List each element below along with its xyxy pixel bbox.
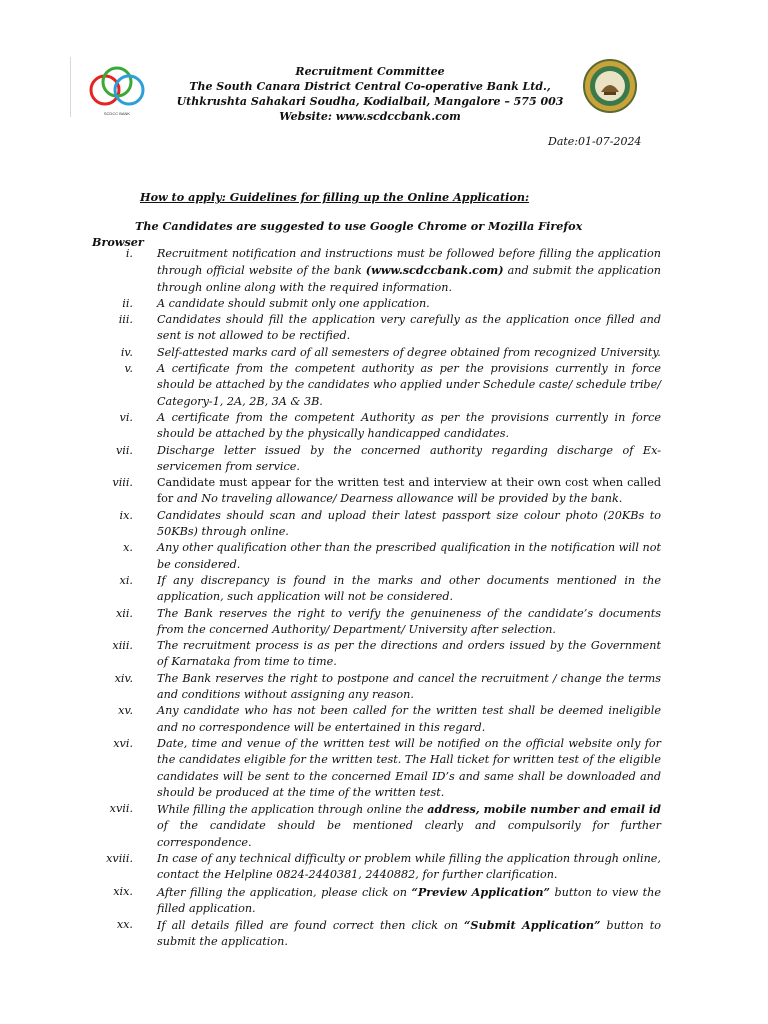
letterhead-text	[160, 64, 580, 124]
list-item-number: xviii.	[106, 851, 133, 865]
bank-emblem-icon	[582, 58, 638, 114]
list-item-number: iv.	[120, 345, 133, 359]
list-item-text	[157, 638, 661, 671]
list-item-text	[157, 703, 661, 736]
list-item-text-part: The Bank reserves the right to postpone and cancel the recruitment / change the terms and conditions without assigning any reason.	[157, 671, 661, 702]
committee-name: Recruitment Committee	[295, 65, 445, 78]
list-item-text	[157, 736, 661, 801]
letterhead-divider	[70, 57, 71, 117]
list-item-number: v.	[124, 362, 133, 376]
list-item	[0, 736, 768, 801]
list-item-text	[157, 917, 661, 951]
list-item-text	[157, 361, 661, 410]
list-item-text	[157, 540, 661, 573]
list-item	[0, 703, 768, 736]
list-item-text-part: If any discrepancy is found in the marks and other documents mentioned in the application, such application will not be considered.	[157, 573, 661, 604]
list-item	[0, 606, 768, 639]
bank-address: Uthkrushta Sahakari Soudha, Kodialbail, Mangalore – 575 003	[176, 95, 564, 108]
list-item-text	[157, 443, 661, 476]
list-item-text	[157, 606, 661, 639]
list-item-text-part: and No traveling allowance/ Dearness allowance will be provided by the bank.	[176, 492, 623, 506]
list-item-emphasis: (www.scdccbank.com)	[365, 263, 504, 278]
suggestion-line-2: Browser	[92, 235, 144, 249]
list-item-emphasis: address, mobile number and email id	[427, 802, 661, 817]
guidelines-list	[0, 246, 768, 951]
suggestion-line-1: The Candidates are suggested to use Google Chrome or Mozilla Firefox	[135, 219, 583, 233]
list-item	[0, 638, 768, 671]
list-item-text-part: button to view the filled application.	[157, 885, 661, 915]
list-item-text-part: A certificate from the competent authority as per the provisions currently in force should be attached by the candidates who applied under Schedule caste/ schedule tribe/ Category-1, 2A, 2B, 3A & 3B.	[157, 362, 661, 408]
list-item	[0, 345, 768, 361]
list-item-text-part: button to submit the application.	[157, 919, 661, 949]
list-item-number: viii.	[112, 476, 133, 490]
bank-name: The South Canara District Central Co-operative Bank Ltd.,	[189, 80, 551, 93]
list-item-text	[157, 345, 661, 361]
list-item-number: ix.	[119, 508, 133, 522]
list-item-number: xiii.	[112, 639, 133, 653]
list-item-text-part: Candidates should scan and upload their latest passport size colour photo (20KBs to 50KBs) through online.	[157, 508, 661, 539]
list-item-number: xii.	[115, 606, 133, 620]
list-item-text-part: of the candidate should be mentioned clearly and compulsorily for further correspondence.	[157, 819, 661, 849]
list-item-text-part: In case of any technical difficulty or problem while filling the application through online, contact the Helpline 0824-2440381, 2440882, for further clarification.	[157, 851, 661, 882]
list-item-number: xix.	[113, 884, 133, 898]
list-item-text-part: The recruitment process is as per the directions and orders issued by the Government of Karnataka from time to time.	[157, 639, 661, 669]
list-item	[0, 917, 768, 951]
list-item-number: vii.	[115, 443, 133, 457]
list-item-text-part: Discharge letter issued by the concerned authority regarding discharge of Ex-servicemen from service.	[157, 443, 661, 473]
list-item	[0, 410, 768, 443]
list-item	[0, 312, 768, 345]
list-item-text-part: Candidates should fill the application very carefully as the application once filled and sent is not allowed to be rectified.	[157, 313, 661, 343]
list-item-text-part: Recruitment notification and instructions must be followed before filling the application through official website of the bank	[157, 247, 661, 278]
list-item	[0, 671, 768, 704]
document-title: How to apply: Guidelines for filling up the Online Application:	[140, 190, 530, 204]
list-item-text	[157, 475, 661, 508]
list-item	[0, 851, 768, 884]
list-item	[0, 475, 768, 508]
list-item	[0, 246, 768, 296]
list-item-emphasis: “Submit Application”	[463, 918, 601, 933]
list-item	[0, 573, 768, 606]
list-item	[0, 508, 768, 541]
document-date: Date:01-07-2024	[548, 135, 642, 148]
list-item-text	[157, 671, 661, 704]
list-item	[0, 884, 768, 918]
list-item-number: vi.	[119, 410, 133, 424]
list-item	[0, 443, 768, 476]
list-item	[0, 540, 768, 573]
list-item-number: xiv.	[114, 671, 133, 685]
list-item-text-part: Date, time and venue of the written test will be notified on the official website only for the candidates eligible for the written test. The Hall ticket for written test of the eligible candidates will be sent to the concerned Email ID’s and same shall be downloaded and should be produced at the time of the written test.	[157, 736, 661, 799]
bank-logo-rings-icon	[83, 62, 151, 118]
list-item-number: xvii.	[109, 802, 133, 816]
list-item-text-part: Any other qualification other than the prescribed qualification in the notification will not be considered.	[157, 541, 661, 571]
list-item-text-part: A candidate should submit only one application.	[157, 296, 430, 310]
list-item-text-part: After filling the application, please click on	[157, 885, 412, 899]
list-item-number: xi.	[119, 573, 133, 587]
list-item-number: ii.	[122, 296, 133, 310]
list-item-number: i.	[125, 247, 133, 260]
list-item-text-part: A certificate from the competent Authority as per the provisions currently in force should be attached by the physically handicapped candidates.	[157, 410, 661, 441]
list-item-text	[157, 312, 661, 345]
list-item-text-part: Any candidate who has not been called for the written test shall be deemed ineligible and no correspondence will be entertained in this regard.	[157, 704, 661, 734]
list-item-text-part: While filling the application through online the	[157, 803, 428, 817]
list-item-text	[157, 410, 661, 443]
list-item-text	[157, 508, 661, 541]
list-item	[0, 361, 768, 410]
list-item-text-part: and submit the application through online along with the required information.	[157, 264, 661, 294]
list-item	[0, 296, 768, 312]
logo-caption: SCDCC BANK	[103, 111, 131, 116]
list-item-text	[157, 573, 661, 606]
list-item-text-part: Candidate must appear for the written test and interview at their own cost when called for	[157, 476, 661, 506]
list-item-text	[157, 296, 661, 312]
list-item-text-part: If all details filled are found correct then click on	[157, 919, 464, 933]
bank-website: Website: www.scdccbank.com	[279, 110, 461, 123]
list-item-number: xx.	[116, 918, 133, 932]
list-item	[0, 801, 768, 851]
list-item-text	[157, 884, 661, 918]
list-item-number: iii.	[118, 313, 133, 327]
list-item-text	[157, 246, 661, 296]
list-item-number: xv.	[118, 704, 133, 718]
list-item-number: xvi.	[113, 736, 133, 750]
list-item-text	[157, 851, 661, 884]
list-item-text-part: The Bank reserves the right to verify the genuineness of the candidate’s documents from the concerned Authority/ Department/ University after selection.	[157, 606, 661, 636]
list-item-emphasis: “Preview Application”	[411, 884, 550, 899]
list-item-text-part: Self-attested marks card of all semesters of degree obtained from recognized University.	[157, 345, 661, 359]
list-item-text	[157, 801, 661, 851]
list-item-number: x.	[123, 541, 133, 555]
